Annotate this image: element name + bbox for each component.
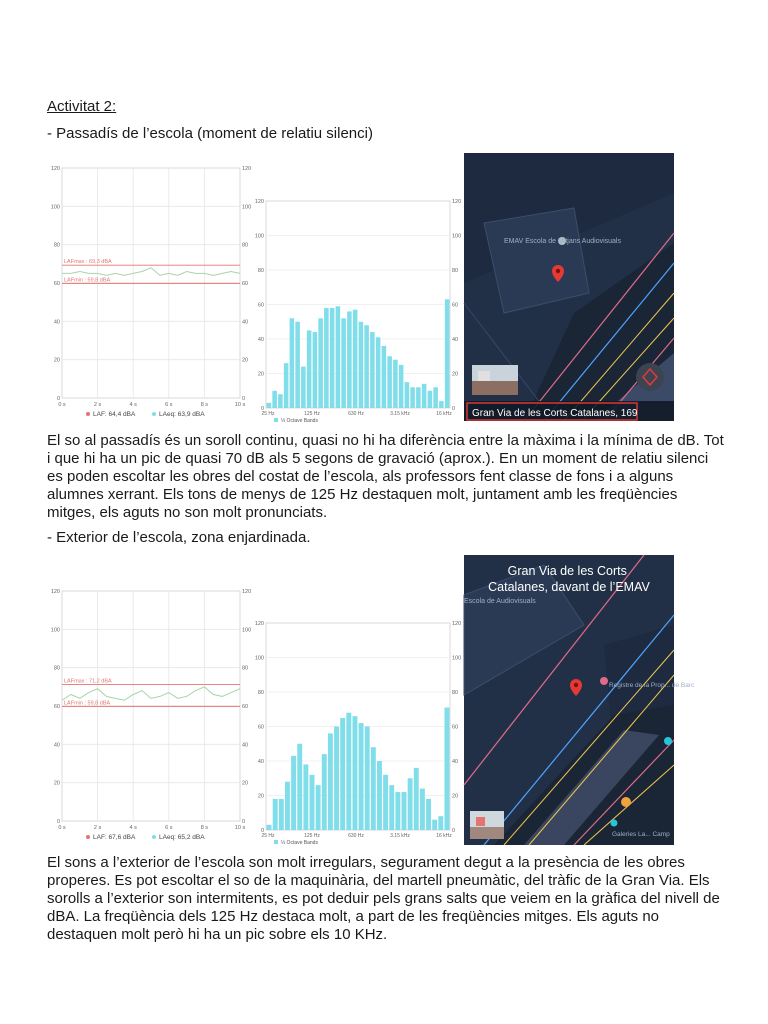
spectrum-bar [416,387,421,408]
reference-line-label: LAFmin : 59,8 dBA [64,277,111,284]
section2-title: - Exterior de l’escola, zona enjardinada. [47,529,311,546]
heading: Activitat 2: [47,98,117,115]
spectrum-bar [387,356,392,408]
x-tick-label: 25 Hz [261,411,275,417]
spectrum-bar [428,391,433,408]
legend-marker [274,840,278,844]
spectrum-bar [285,782,290,830]
y-tick-label: 80 [257,268,264,274]
spectrum-bar [318,318,323,408]
level-chart-1 [46,162,254,422]
legend-label: ⅓ Octave Bands [281,418,318,424]
x-tick-label: 10 s [234,402,246,408]
y-tick-label: 0 [56,396,60,402]
spectrum-bar [322,754,327,830]
spectrum-bar [297,744,302,830]
spectrum-bar [295,322,300,408]
y-tick-label: 120 [50,589,60,595]
x-tick-label: 4 s [129,402,137,408]
legend-marker [86,412,90,416]
y-tick-label-right: 120 [452,621,462,627]
spectrum-bar [307,330,312,408]
y-tick-label: 60 [53,704,60,710]
map-address-label: Gran Via de les Corts Catalanes, 169 [472,408,638,419]
spectrum-bar [303,764,308,830]
spectrum-bar [399,365,404,408]
spectrum-bar [273,799,278,830]
x-tick-label: 630 Hz [348,833,364,839]
street-view-thumbnail[interactable] [472,365,518,395]
x-tick-label: 2 s [93,402,102,408]
y-tick-label: 120 [50,166,60,172]
spectrum-bar [290,318,295,408]
x-tick-label: 3.15 kHz [390,833,410,839]
x-tick-label: 6 s [165,402,173,408]
spectrum-bar [408,778,413,830]
y-tick-label-right: 60 [242,704,249,710]
y-tick-label-right: 40 [242,319,249,326]
spectrum-bar [420,789,425,830]
spectrum-bar [393,360,398,408]
y-tick-label: 80 [53,242,60,249]
y-tick-label-right: 100 [452,233,462,240]
x-tick-label: 4 s [129,825,137,831]
spectrum-bar [382,346,387,408]
y-tick-label-right: 80 [452,268,459,274]
x-tick-label: 0 s [58,402,66,408]
map-place-label-3: Galeries La... Camp [612,831,670,838]
spectrum-bar [365,727,370,831]
y-tick-label-right: 80 [242,242,249,249]
spectrum-bar [324,308,329,408]
y-tick-label-right: 20 [452,793,459,800]
spectrum-bar [301,367,306,408]
spectrum-bar [310,775,315,830]
spectrum-bar [272,391,277,408]
y-tick-label: 120 [254,199,264,205]
spectrum-bar [445,299,450,408]
reference-line-label: LAFmax : 71,2 dBA [64,678,112,685]
y-tick-label-right: 40 [242,742,249,749]
directions-button[interactable] [636,363,664,391]
y-tick-label: 40 [257,337,264,343]
y-tick-label: 60 [257,302,264,309]
reference-line-label: LAFmax : 69,3 dBA [64,259,112,266]
y-tick-label: 60 [53,281,60,287]
spectrum-bar [370,332,375,408]
x-tick-label: 630 Hz [348,411,364,417]
legend-label: LAeq: 63,9 dBA [159,411,205,418]
spectrum-chart-2 [254,615,464,845]
spectrum-bar [395,792,400,830]
y-tick-label-right: 100 [242,204,252,211]
y-tick-label-right: 60 [242,281,249,287]
y-tick-label: 20 [53,357,60,364]
x-tick-label: 125 Hz [304,411,320,417]
y-tick-label-right: 20 [242,780,249,787]
y-tick-label: 100 [50,204,60,211]
spectrum-bar [267,825,272,830]
spectrum-bar [376,337,381,408]
map-place-label: EMAV Escola de Mitjans Audiovisuals [504,238,621,245]
spectrum-bar [438,816,443,830]
reference-line-label: LAFmin : 59,8 dBA [64,700,111,707]
y-tick-label: 80 [53,665,60,672]
y-tick-label: 60 [257,724,264,731]
y-tick-label-right: 20 [242,357,249,364]
x-tick-label: 6 s [165,825,173,831]
y-tick-label-right: 40 [452,759,459,765]
spectrum-bar [336,306,341,408]
y-tick-label: 120 [254,621,264,627]
y-tick-label-right: 80 [242,665,249,672]
legend-marker [274,418,278,422]
y-tick-label: 20 [257,793,264,800]
x-tick-label: 16 kHz [436,411,452,417]
y-tick-label: 0 [260,406,264,412]
y-tick-label-right: 100 [242,627,252,634]
spectrum-bar [340,718,345,830]
spectrum-bar [371,747,376,830]
spectrum-bar [359,322,364,408]
spectrum-bar [414,768,419,830]
spectrum-bar [316,785,321,830]
legend-marker [86,835,90,839]
spectrum-bar [346,713,351,830]
y-tick-label-right: 0 [452,406,456,412]
y-tick-label: 0 [56,819,60,825]
spectrum-bar [432,820,437,830]
y-tick-label: 20 [257,371,264,378]
y-tick-label-right: 40 [452,337,459,343]
x-tick-label: 8 s [200,402,209,408]
level-chart-2 [46,585,254,845]
street-view-thumbnail[interactable] [470,811,504,839]
legend-label: LAF: 67,6 dBA [93,834,136,841]
y-tick-label: 40 [257,759,264,765]
spectrum-bar [410,387,415,408]
x-tick-label: 0 s [58,825,66,831]
section2-paragraph: El sons a l’exterior de l’escola son molt irregulars, segurament degut a la presència de les obres properes. Es pot escoltar el so de la maquinària, del martell pneumàtic, del tràfic de la Gran Via. Els sorolls a l’exterior son intermitents, es pot deduir pels grans salts que veiem en la gràfica del nivell de dBA. La freqüència dels 125 Hz destaca molt, a part de les freqüències mitges. Els aguts no destaquen molt però hi ha un pic sobre els 10 KHz. [47,854,720,943]
y-tick-label-right: 120 [242,589,252,595]
spectrum-bar [353,310,358,408]
section1-paragraph: El so al passadís és un soroll continu, quasi no hi ha diferència entre la màxima i la mínima de dB. Tot i que hi ha un pic de quasi 70 dB als 5 segons de gravació (aprox.). En un moment de relatiu silenci es poden escoltar les obres del costat de l’escola, als professors fent classe de fons i a alguns alumnes xerrant. Els tons de menys de 125 Hz destaquen molt, juntament amb les freqüències mitges, els aguts no son molt pronunciats. [47,432,724,521]
y-tick-label-right: 120 [452,199,462,205]
spectrum-bar [334,727,339,831]
x-tick-label: 16 kHz [436,833,452,839]
spectrum-bar [328,733,333,830]
spectrum-bar [359,723,364,830]
map-caption: Gran Via de les Corts Catalanes, davant de l’EMAV [488,564,650,594]
y-tick-label: 80 [257,690,264,696]
spectrum-bar [426,799,431,830]
y-tick-label-right: 80 [452,690,459,696]
legend-label: LAF: 64,4 dBA [93,411,136,418]
x-tick-label: 125 Hz [304,833,320,839]
y-tick-label: 100 [254,655,264,662]
x-tick-label: 25 Hz [261,833,275,839]
spectrum-bar [364,325,369,408]
spectrum-chart-1 [254,193,464,422]
map-screenshot-2 [464,555,695,845]
spectrum-bar [279,799,284,830]
spectrum-bar [330,308,335,408]
y-tick-label-right: 0 [452,828,456,834]
legend-marker [152,412,156,416]
y-tick-label-right: 100 [452,655,462,662]
spectrum-bar [377,761,382,830]
spectrum-bar [341,318,346,408]
spectrum-bar [405,382,410,408]
spectrum-bar [278,394,283,408]
y-tick-label-right: 60 [452,724,459,731]
spectrum-bar [439,401,444,408]
map-place-label-2: Registre de la Prop... de Barc [609,682,695,689]
y-tick-label-right: 0 [242,819,246,825]
spectrum-bar [347,311,352,408]
legend-label: ⅓ Octave Bands [281,840,318,846]
spectrum-bar [313,332,318,408]
y-tick-label: 40 [53,742,60,749]
spectrum-bar [422,384,427,408]
y-tick-label: 100 [254,233,264,240]
spectrum-bar [433,387,438,408]
spectrum-bar [352,716,357,830]
spectrum-bar [291,756,296,830]
y-tick-label-right: 120 [242,166,252,172]
x-tick-label: 2 s [93,825,102,831]
spectrum-bar [383,775,388,830]
y-tick-label: 100 [50,627,60,634]
spectrum-bar [267,403,272,408]
y-tick-label-right: 0 [242,396,246,402]
x-tick-label: 10 s [234,825,246,831]
legend-label: LAeq: 65,2 dBA [159,834,205,841]
spectrum-bar [284,363,289,408]
y-tick-label: 20 [53,780,60,787]
y-tick-label: 40 [53,319,60,326]
spectrum-bar [402,792,407,830]
spectrum-bar [389,785,394,830]
x-tick-label: 8 s [200,825,209,831]
y-tick-label-right: 60 [452,302,459,309]
y-tick-label-right: 20 [452,371,459,378]
y-tick-label: 0 [260,828,264,834]
map-place-label: Escola de Audiovisuals [464,598,536,605]
x-tick-label: 3.15 kHz [390,411,410,417]
spectrum-bar [444,708,449,830]
legend-marker [152,835,156,839]
map-screenshot-1 [464,153,674,421]
section1-title: - Passadís de l’escola (moment de relatiu silenci) [47,125,373,142]
